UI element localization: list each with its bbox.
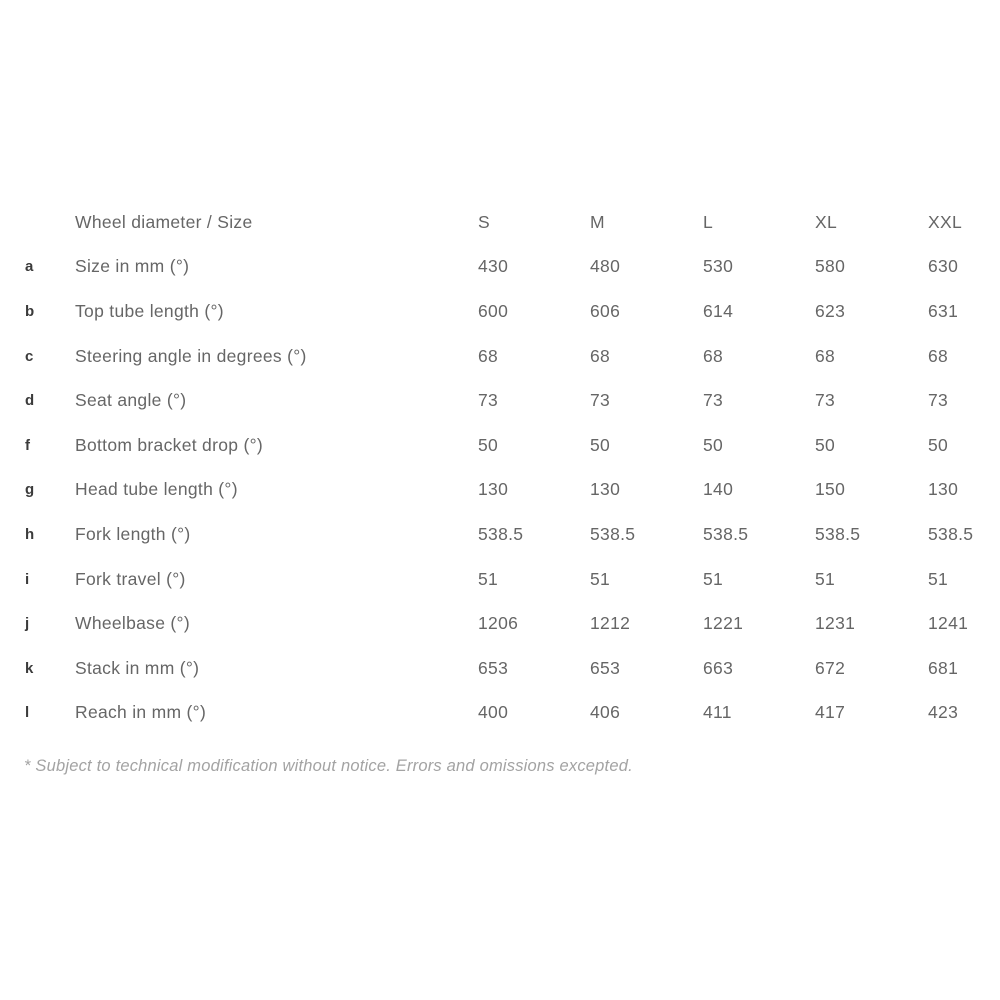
cell-value: 50 [928, 434, 949, 455]
cell-value: 51 [478, 568, 499, 589]
cell-value: 630 [928, 256, 959, 277]
cell-value: 600 [478, 300, 509, 321]
row-letter: j [25, 615, 30, 633]
table-row-k [25, 646, 985, 691]
cell-value: 406 [590, 702, 621, 723]
row-label: Size in mm (°) [75, 256, 190, 277]
cell-value: 51 [928, 568, 949, 589]
cell-value: 681 [928, 657, 959, 678]
cell-value: 1206 [478, 613, 519, 634]
cell-value: 130 [478, 479, 509, 500]
table-row-l [25, 691, 985, 736]
cell-value: 73 [590, 390, 611, 411]
column-header-m: M [590, 211, 605, 232]
column-header-xxl: XXL [928, 211, 962, 232]
table-row-b [25, 289, 985, 334]
table-row-a [25, 245, 985, 290]
cell-value: 417 [815, 702, 846, 723]
cell-value: 50 [590, 434, 611, 455]
cell-value: 663 [703, 657, 734, 678]
cell-value: 51 [703, 568, 724, 589]
cell-value: 73 [703, 390, 724, 411]
cell-value: 400 [478, 702, 509, 723]
cell-value: 1212 [590, 613, 631, 634]
cell-value: 614 [703, 300, 734, 321]
row-letter: k [25, 659, 34, 677]
geometry-table [25, 200, 985, 735]
cell-value: 480 [590, 256, 621, 277]
cell-value: 51 [815, 568, 836, 589]
row-label: Top tube length (°) [75, 300, 224, 321]
cell-value: 150 [815, 479, 846, 500]
cell-value: 73 [478, 390, 499, 411]
cell-value: 423 [928, 702, 959, 723]
table-row-g [25, 468, 985, 513]
cell-value: 68 [928, 345, 949, 366]
row-label: Steering angle in degrees (°) [75, 345, 307, 366]
cell-value: 140 [703, 479, 734, 500]
cell-value: 672 [815, 657, 846, 678]
row-label: Seat angle (°) [75, 390, 187, 411]
cell-value: 1231 [815, 613, 856, 634]
row-letter: l [25, 704, 30, 722]
row-letter: a [25, 258, 34, 276]
cell-value: 68 [815, 345, 836, 366]
cell-value: 1241 [928, 613, 969, 634]
cell-value: 51 [590, 568, 611, 589]
cell-value: 411 [703, 702, 732, 723]
row-letter: b [25, 302, 35, 320]
cell-value: 430 [478, 256, 509, 277]
row-letter: g [25, 481, 35, 499]
cell-value: 73 [815, 390, 836, 411]
cell-value: 538.5 [478, 523, 524, 544]
row-label: Stack in mm (°) [75, 657, 200, 678]
row-letter: f [25, 436, 31, 454]
row-label: Head tube length (°) [75, 479, 238, 500]
table-row-h [25, 512, 985, 557]
cell-value: 68 [478, 345, 499, 366]
table-row-c [25, 334, 985, 379]
cell-value: 530 [703, 256, 734, 277]
cell-value: 73 [928, 390, 949, 411]
cell-value: 631 [928, 300, 959, 321]
table-row-j [25, 601, 985, 646]
cell-value: 653 [590, 657, 621, 678]
cell-value: 538.5 [815, 523, 861, 544]
cell-value: 623 [815, 300, 846, 321]
cell-value: 580 [815, 256, 846, 277]
row-letter: h [25, 525, 35, 543]
cell-value: 68 [703, 345, 724, 366]
row-label: Reach in mm (°) [75, 702, 207, 723]
cell-value: 68 [590, 345, 611, 366]
cell-value: 538.5 [703, 523, 749, 544]
cell-value: 653 [478, 657, 509, 678]
column-header-xl: XL [815, 211, 838, 232]
table-header-row [25, 200, 985, 245]
row-label: Bottom bracket drop (°) [75, 434, 263, 455]
cell-value: 50 [815, 434, 836, 455]
cell-value: 538.5 [928, 523, 974, 544]
table-row-f [25, 423, 985, 468]
table-row-i [25, 557, 985, 602]
cell-value: 1221 [703, 613, 744, 634]
cell-value: 50 [478, 434, 499, 455]
column-header-s: S [478, 211, 490, 232]
row-letter: d [25, 392, 35, 410]
cell-value: 538.5 [590, 523, 636, 544]
table-row-d [25, 378, 985, 423]
row-letter: c [25, 347, 34, 365]
cell-value: 130 [928, 479, 959, 500]
row-label: Wheelbase (°) [75, 613, 190, 634]
row-letter: i [25, 570, 30, 588]
footnote: * Subject to technical modification without notice. Errors and omissions excepted. [24, 757, 633, 775]
cell-value: 50 [703, 434, 724, 455]
column-header-l: L [703, 211, 714, 232]
row-label: Fork travel (°) [75, 568, 186, 589]
cell-value: 130 [590, 479, 621, 500]
column-header-label: Wheel diameter / Size [75, 211, 253, 232]
row-label: Fork length (°) [75, 523, 191, 544]
cell-value: 606 [590, 300, 621, 321]
